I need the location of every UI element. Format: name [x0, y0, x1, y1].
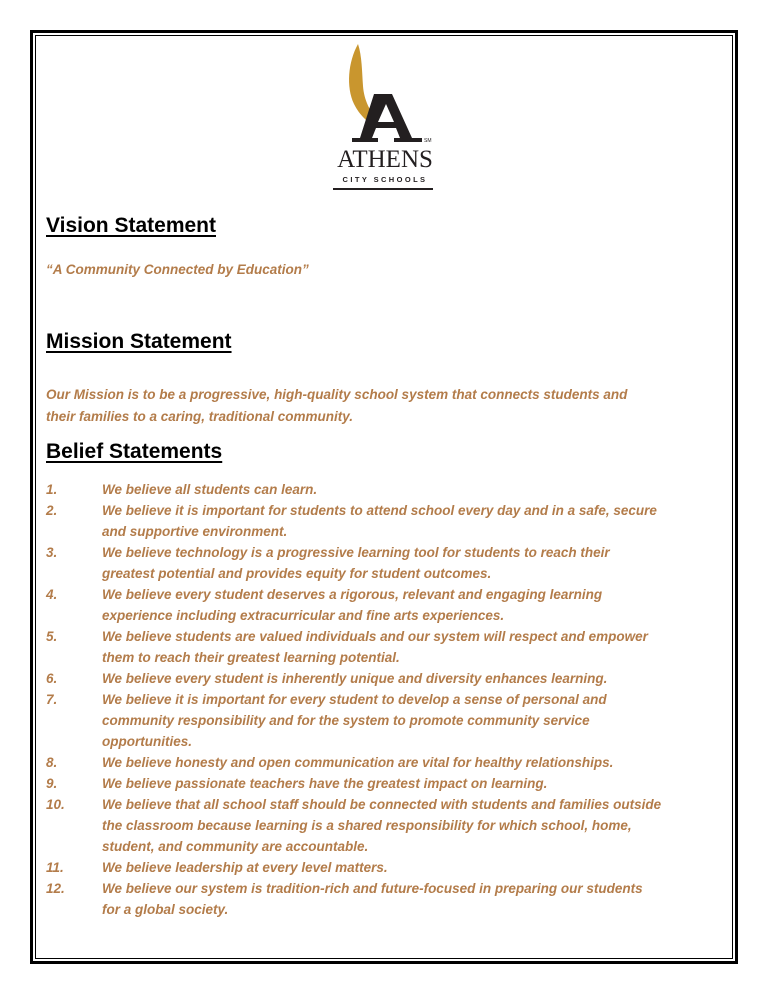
- belief-number: 2.: [46, 503, 58, 518]
- belief-item: [46, 479, 726, 500]
- belief-text: [102, 689, 607, 752]
- service-mark: SM: [424, 138, 432, 144]
- belief-line: student, and community are accountable.: [102, 839, 369, 854]
- belief-text: [102, 479, 317, 500]
- winged-a-icon: [330, 42, 440, 146]
- belief-item: [46, 857, 726, 878]
- belief-text: [102, 500, 657, 542]
- belief-item: [46, 878, 726, 920]
- vision-text: “A Community Connected by Education”: [46, 262, 309, 277]
- belief-item: [46, 668, 726, 689]
- mission-heading: Mission Statement: [46, 330, 232, 353]
- belief-number: 8.: [46, 755, 58, 770]
- belief-line: We believe every student deserves a rigorous, relevant and engaging learning: [102, 587, 603, 602]
- logo-subtitle: CITY SCHOOLS: [342, 175, 428, 184]
- belief-line: We believe all students can learn.: [102, 482, 318, 497]
- belief-item: [46, 752, 726, 773]
- belief-line: and supportive environment.: [102, 524, 288, 539]
- belief-line: community responsibility and for the system to promote community service: [102, 713, 590, 728]
- belief-number: 9.: [46, 776, 58, 791]
- belief-line: experience including extracurricular and fine arts experiences.: [102, 608, 505, 623]
- belief-number: 11.: [46, 860, 64, 875]
- belief-number: 1.: [46, 482, 58, 497]
- belief-text: [102, 878, 643, 920]
- belief-item: [46, 542, 726, 584]
- belief-text: [102, 584, 602, 626]
- belief-line: We believe that all school staff should be connected with students and families outside: [102, 797, 662, 812]
- belief-list: [46, 479, 726, 920]
- belief-number: 6.: [46, 671, 58, 686]
- belief-text: [102, 773, 547, 794]
- belief-line: greatest potential and provides equity for student outcomes.: [102, 566, 492, 581]
- belief-number: 4.: [46, 587, 58, 602]
- belief-number: 7.: [46, 692, 58, 707]
- athens-city-schools-logo: [330, 42, 440, 192]
- belief-item: [46, 626, 726, 668]
- belief-line: opportunities.: [102, 734, 192, 749]
- mission-line: their families to a caring, traditional community.: [46, 409, 354, 424]
- belief-line: We believe it is important for students to attend school every day and in a safe, secure: [102, 503, 657, 518]
- belief-line: them to reach their greatest learning potential.: [102, 650, 400, 665]
- belief-number: 3.: [46, 545, 58, 560]
- belief-line: We believe leadership at every level matters.: [102, 860, 388, 875]
- belief-item: [46, 500, 726, 542]
- belief-text: [102, 542, 610, 584]
- belief-text: [102, 668, 607, 689]
- belief-number: 10.: [46, 797, 65, 812]
- belief-number: 12.: [46, 881, 65, 896]
- mission-text: [46, 384, 627, 428]
- belief-line: We believe students are valued individuals and our system will respect and empower: [102, 629, 648, 644]
- belief-text: [102, 626, 648, 668]
- belief-item: [46, 584, 726, 626]
- belief-line: for a global society.: [102, 902, 229, 917]
- logo-underline: [333, 188, 433, 190]
- logo-name: ATHENS: [337, 146, 433, 173]
- mission-line: Our Mission is to be a progressive, high-quality school system that connects students and: [46, 387, 628, 402]
- beliefs-heading: Belief Statements: [46, 440, 223, 463]
- belief-item: [46, 773, 726, 794]
- belief-line: We believe every student is inherently unique and diversity enhances learning.: [102, 671, 608, 686]
- belief-line: We believe honesty and open communication are vital for healthy relationships.: [102, 755, 614, 770]
- belief-line: the classroom because learning is a shared responsibility for which school, home,: [102, 818, 632, 833]
- belief-text: [102, 857, 388, 878]
- belief-item: [46, 689, 726, 752]
- belief-line: We believe passionate teachers have the greatest impact on learning.: [102, 776, 548, 791]
- belief-line: We believe it is important for every student to develop a sense of personal and: [102, 692, 607, 707]
- belief-text: [102, 752, 613, 773]
- belief-text: [102, 794, 661, 857]
- belief-item: [46, 794, 726, 857]
- vision-heading: Vision Statement: [46, 214, 216, 237]
- belief-line: We believe our system is tradition-rich and future-focused in preparing our students: [102, 881, 643, 896]
- belief-number: 5.: [46, 629, 58, 644]
- belief-line: We believe technology is a progressive learning tool for students to reach their: [102, 545, 610, 560]
